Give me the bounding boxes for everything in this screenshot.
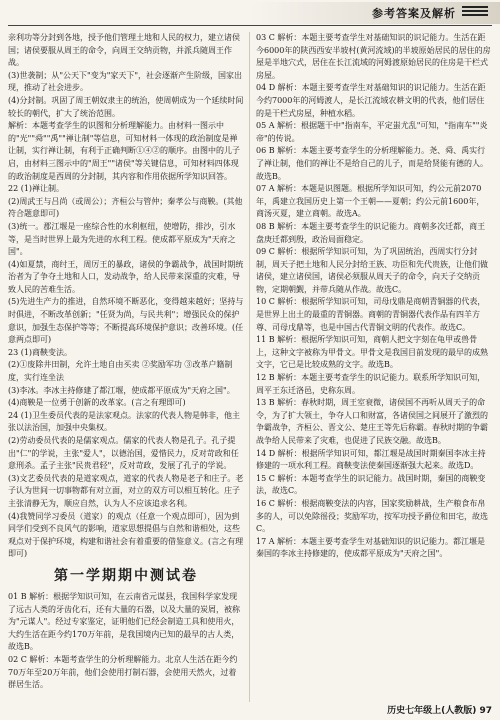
answer-paragraph: 15 C 解析：本题考查学生的识记能力。战国时期，秦国的商鞅变法，故选C。	[256, 473, 486, 496]
answer-paragraph: 06 B 解析：本题主要考查学生的分析理解能力。尧、舜、禹实行了禅让制，他们的禅让不是给自己的儿子，而是给贤能有德的人。故选B。	[256, 146, 488, 181]
answer-paragraph: (4)分封制。巩固了周王朝奴隶主的统治，使周朝成为一个延续时间较长的朝代，扩大了统治范围。	[8, 95, 244, 118]
answer-paragraph: 13 B 解析：春秋时期，周王室衰微，诸侯国不再听从周天子的命令，为了扩大领土，争夺人口和财富，各诸侯国之间展开了激烈的争霸战争，齐桓公、晋文公、楚庄王等先后称霸。春秋时期的争霸战争给人民带来了灾难，也促进了民族交融。故选B。	[256, 398, 488, 445]
answer-paragraph: (5)先进生产力的推进，自然环境不断恶化，变得越来越好；坚持与时俱进，不断改革创新；"任贤为尚，与民共利"；增强民众的保护意识，加强生态保护等等；不断提高环境保护意识；改善环境。(任意两点即可)	[8, 297, 244, 345]
answer-paragraph: 12 B 解析：本题主要考查学生的识记能力。联系所学知识可知，周平王东迁洛邑，史称东周。	[256, 373, 486, 395]
answer-paragraph: (3)世袭制；从"公天下"变为"家天下"，社会逐渐产生阶级，国家出现，推动了社会进步。	[8, 70, 243, 93]
page-footer: 历史七年级上(人教版) 97	[387, 706, 492, 716]
column-divider	[249, 32, 250, 702]
answer-paragraph: (4)如夏禁，商纣王，周厉王的暴政，诸侯的争霸战争，战国时期统治者为了争夺土地和人口，发动战争，给人民带来深重的灾难，导致人民的苦难生活。	[8, 259, 244, 294]
answer-paragraph: 09 C 解析：根据所学知识可知，为了巩固统治，西周实行分封制，周天子把土地和人民分封给王族、功臣和先代贵族，让他们做诸侯，建立诸侯国，诸侯必须服从周天子的命令，向天子交纳贡物，定期朝觐，并带兵随从作战。故选C。	[256, 247, 488, 294]
left-column	[8, 32, 244, 692]
header-rule	[8, 25, 492, 26]
answer-paragraph: (3)统一。郡江堰是一座综合性的水利枢纽，使增防，排沙，引水等，是当时世界上最为先进的水利工程。使成都平原成为"天府之国"。	[8, 221, 236, 257]
header-title: 参考答案及解析	[372, 7, 456, 20]
answer-paragraph: 17 A 解析：本题主要考查学生对基础知识的识记能力。都江堰是秦国的李冰主持修建的，使成都平原成为"天府之国"。	[256, 536, 486, 559]
answer-paragraph: 22 (1)禅让制。	[8, 184, 65, 194]
answer-paragraph: 11 B 解析：根据所学知识可知，商朝人把文字刻在龟甲或兽骨上，这种文字被称为甲骨文。甲骨文是我国目前发现的最早的成熟文字，它已是比较成熟的文字。故选B。	[256, 335, 488, 370]
answer-paragraph: (3)李冰。李冰主持修建了都江堰，使成都平原成为"天府之国"。	[8, 385, 235, 395]
answer-paragraph: 24 (1)卫生委员代表的是法家观点。法家的代表人物是韩非，他主张以法治国，加强中央集权。	[8, 410, 241, 433]
book-icon	[462, 6, 488, 20]
section-title: 第一学期期中测试卷	[54, 567, 198, 584]
answer-paragraph: 01 B 解析：根据学知识可知，在云南省元谋县，我国科学家发现了远古人类的牙齿化石，还有大量的石器，以及大量的炭屑，被称为"元谋人"。经过专家鉴定，证明他们已经会制造工具和使用火，大约生活在距今约170万年前，是我国境内已知的最早的古人类，故选B。	[8, 591, 240, 652]
answer-paragraph: 亲利功等分封到各地，授予他们管理土地和人民的权力，建立诸侯国；诸侯要服从周王的命令，向周王交纳贡物，并派兵随周王作战。	[8, 33, 240, 68]
right-column	[256, 32, 492, 561]
answer-paragraph: (2)①废除井田制，允许土地自由买卖 ②奖励军功 ③改革户籍制度，实行连坐法	[8, 360, 233, 383]
answer-paragraph: (3)文艺委员代表的是道家观点，道家的代表人物是老子和庄子。老子认为世间一切事物都有对立面，对立的双方可以相互转化。庄子主张清静无为，顺应自然，认为人不应该追求名利。	[8, 473, 244, 508]
answer-paragraph: 03 C 解析：本题主要考查学生对基础知识的识记能力。生活在距今6000年的陕西西安半坡村(黄河流域)的半坡原始居民的居住的房屋是半地穴式，居住在长江流域的河姆渡原始居民的住房是干栏式房屋。	[256, 33, 491, 80]
answer-paragraph: 05 A 解析：根据题干中"指南车，平定蚩尤乱"可知，"指南车""炎帝"的传说。	[256, 121, 488, 143]
answer-paragraph: 10 C 解析：根据所学知识可知，司母戊鼎是商朝青铜器的代表，是世界上出土的最重的青铜器。商朝的青铜器代表作品有四羊方尊、司母戊鼎等，也是中国古代青铜文明的代表作。故选C。	[256, 297, 486, 332]
answer-paragraph: 16 C 解析：根据商鞅变法的内容，国家奖励耕战，生产粮食布帛多的人，可以免除徭役；奖励军功，按军功授予爵位和田宅，故选C。	[256, 498, 488, 534]
answer-paragraph: 23 (1)商鞅变法。	[8, 347, 73, 357]
answer-paragraph: (4)商鞅是一位勇于创新的改革家。(言之有理即可)	[8, 398, 186, 408]
answer-paragraph: (2)劳动委员代表的是儒家观点。儒家的代表人物是孔子。孔子提出"仁"的学说，主张"爱人"，以德治国，爱惜民力，反对苛政和任意刑杀。孟子主张"民贵君轻"，反对苛政，发展了孔子的学说。	[8, 436, 239, 471]
page-header	[0, 0, 500, 26]
answer-paragraph: 04 D 解析：本题主要考查学生对基础知识的识记能力。生活在距今约7000年的河姆渡人，是长江流域农耕文明的代表，他们居住的是干栏式房屋，种植水稻。	[256, 83, 486, 118]
answer-paragraph: (4)我赞同学习委员（道家）的观点（任意一个观点即可），因为到同学们受到不良风气的影响，道家思想提倡与自然和谐相处，这些观点对于保护环境，构建和谐社会有着重要的借鉴意义。(言之有理即可)	[8, 511, 244, 559]
answer-paragraph: 解析：本题考查学生的识图和分析理解能力。由材料一图示中的"光""舜""禹""禅让制"等信息，可知材料一体现的政治制度是禅让制，实行禅让制，有利于正确判断①④②的顺序。由图中的儿子启，由材料三图示中的"周王""诸侯"等关键信息，可知材料四体现的政治制度是西周的分封制，其内容和作用依据所学知识回答。	[8, 121, 240, 181]
answer-paragraph: (2)周武王与吕尚（或周公）；齐桓公与管仲；秦孝公与商鞅。(其他符合题意即可)	[8, 196, 243, 219]
answer-paragraph: 02 C 解析：本题考查学生的分析理解能力。北京人生活在距今约70万年至20万年前，他们会使用打制石器，会使用天然火，过着群居生活。	[8, 654, 238, 690]
answer-paragraph: 14 D 解析：根据所学知识可知，都江堰是战国时期秦国李冰主持修建的一项水利工程。商鞅变法使秦国逐渐强大起来。故选D。	[256, 448, 486, 471]
answer-paragraph: 07 A 解析：本题是识图题。根据所学知识可知，约公元前2070年，禹建立我国历史上第一个王朝——夏朝；约公元前1600年，商汤灭夏，建立商朝。故选A。	[256, 184, 485, 219]
answer-paragraph: 08 B 解析：本题主要考查学生的识记能力。商朝多次迁都，商王盘庚迁都到殷，政治局面稳定。	[256, 221, 486, 244]
